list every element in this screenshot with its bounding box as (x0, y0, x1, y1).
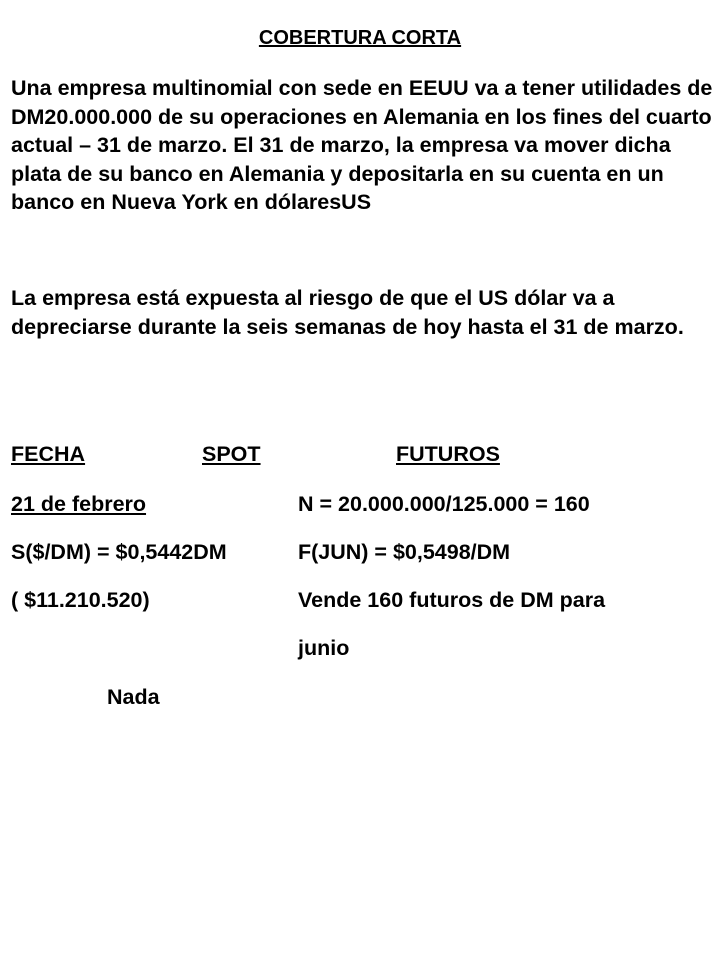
document-title: COBERTURA CORTA (258, 27, 462, 49)
row2-spot: S($/DM) = $0,5442DM (11, 540, 227, 564)
row1-futures: N = 20.000.000/125.000 = 160 (298, 492, 590, 516)
row2-futures: F(JUN) = $0,5498/DM (298, 540, 511, 564)
row4-futures: junio (298, 636, 350, 660)
header-fecha: FECHA (11, 442, 86, 466)
row5-spot: Nada (107, 685, 160, 709)
header-futuros: FUTUROS (396, 442, 500, 466)
row3-spot: ( $11.210.520) (11, 588, 150, 612)
paragraph-company-profits: Una empresa multinomial con sede en EEUU va a tener utilidades de DM20.000.000 de su operaciones en Alemania en los fines del cuarto actual – 31 de marzo. El 31 de marzo, la empresa va mover dicha plata de su banco en Alemania y depositarla en su cuenta en un banco en Nueva York en dólaresUS (11, 76, 713, 214)
row1-date: 21 de febrero (11, 492, 147, 516)
row3-futures: Vende 160 futuros de DM para (298, 588, 606, 612)
header-spot: SPOT (202, 442, 261, 466)
paragraph-exposure-risk: La empresa está expuesta al riesgo de que el US dólar va a depreciarse durante la seis semanas de hoy hasta el 31 de marzo. (11, 286, 684, 339)
